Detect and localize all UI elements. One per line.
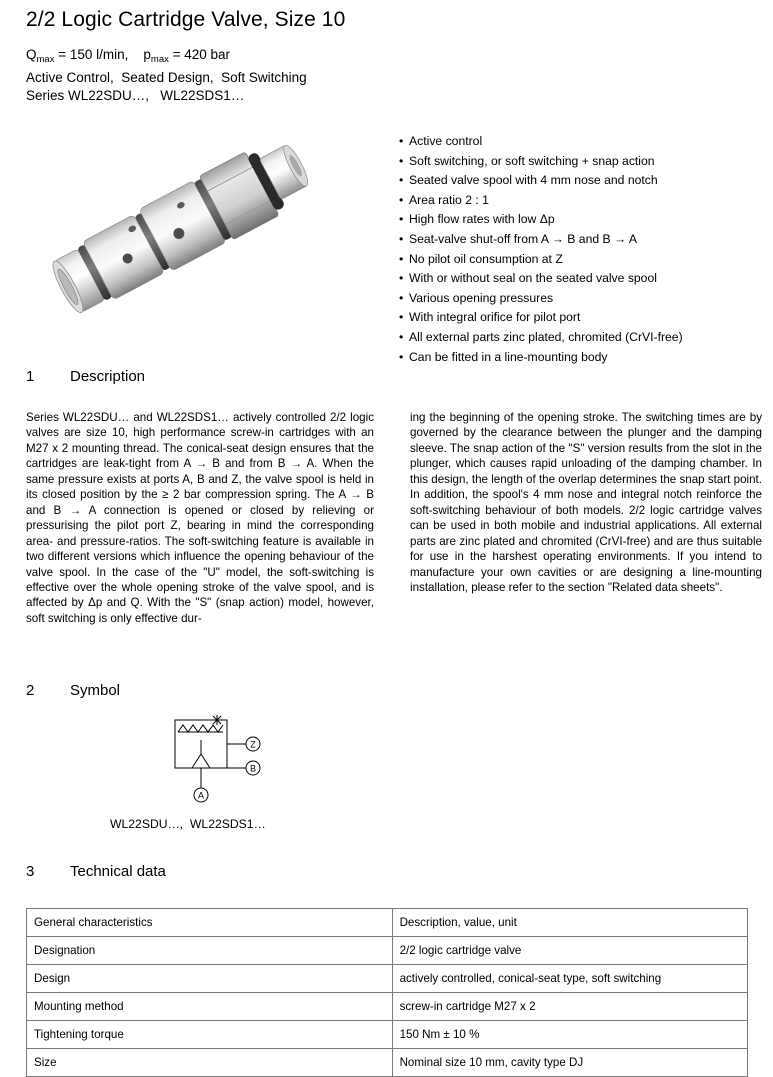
section-title: Description bbox=[70, 368, 146, 385]
feature-text: Seat-valve shut-off from A → B and B → A bbox=[409, 231, 638, 246]
subtitle-line-series: Series WL22SDU…, WL22SDS1… bbox=[26, 88, 245, 103]
feature-text: Soft switching, or soft switching + snap action bbox=[409, 153, 655, 168]
bullet-icon: • bbox=[399, 192, 404, 207]
qmax-label: Q bbox=[26, 47, 37, 62]
pmax-subscript: max bbox=[150, 54, 169, 65]
feature-text: Active control bbox=[409, 134, 483, 148]
subtitle-line-control: Active Control, Seated Design, Soft Switching bbox=[26, 70, 307, 85]
list-item bbox=[399, 328, 769, 348]
bullet-icon: • bbox=[399, 153, 404, 168]
list-item bbox=[399, 230, 769, 250]
table-cell-characteristic: Design bbox=[27, 965, 393, 993]
subtitle-line-specs bbox=[26, 46, 307, 69]
symbol-port-a-label: A bbox=[197, 790, 205, 801]
table-row bbox=[27, 1049, 748, 1077]
table-header-cell: Description, value, unit bbox=[392, 909, 747, 937]
bullet-icon: • bbox=[399, 134, 404, 148]
list-item bbox=[399, 132, 769, 152]
feature-text: Seated valve spool with 4 mm nose and notch bbox=[409, 173, 658, 188]
description-column-right: ing the beginning of the opening stroke. The switching times are by governed by the clearance between the plunger and the damping sleeve. The snap action of the "S" version results from the slot in the plunger, which causes rapid unloading of the damping chamber. In this design, the length of the overlap determines the snap start point. In addition, the spool's 4 mm nose and integral notch reinforce the soft-switching behaviour of both models. 2/2 logic cartridge valves can be used in both mobile and industrial applications. All external parts are zinc plated and chromited (CrVI-free) and are thus suitable for use in the harshest operating environments. If you intend to manufacture your own cavities or are designing a line-mounting installation, please refer to the section "Related data sheets". bbox=[410, 411, 762, 594]
table-header-row bbox=[27, 909, 748, 937]
list-item bbox=[399, 210, 769, 230]
qmax-value: = 150 l/min, p bbox=[54, 47, 151, 62]
list-item bbox=[399, 171, 769, 191]
table-row bbox=[27, 1021, 748, 1049]
table-row bbox=[27, 937, 748, 965]
feature-text: Area ratio 2 : 1 bbox=[409, 192, 489, 207]
table-cell-characteristic: Size bbox=[27, 1049, 393, 1077]
bullet-icon: • bbox=[399, 251, 404, 266]
feature-text: High flow rates with low Δp bbox=[409, 212, 555, 227]
feature-text: Various opening pressures bbox=[409, 290, 554, 305]
section-number: 2 bbox=[26, 682, 35, 699]
bullet-icon: • bbox=[399, 173, 404, 188]
list-item bbox=[399, 269, 769, 289]
bullet-icon: • bbox=[399, 329, 404, 344]
section-heading-description bbox=[26, 368, 426, 390]
section-heading-technical-data bbox=[26, 863, 426, 885]
table-cell-value: 2/2 logic cartridge valve bbox=[392, 937, 747, 965]
bullet-icon: • bbox=[399, 290, 404, 305]
table-cell-value: 150 Nm ± 10 % bbox=[392, 1021, 747, 1049]
section-title: Symbol bbox=[70, 682, 121, 699]
section-title: Technical data bbox=[70, 863, 166, 880]
list-item bbox=[399, 348, 769, 368]
description-column-left: Series WL22SDU… and WL22SDS1… actively controlled 2/2 logic valves are size 10, high performance screw-in cartridges with an M27 x 2 mounting thread. The conical-seat design ensures that the cartridges are leak-tight from A → B and from B → A. When the same pressure exists at ports A, B and Z, the valve spool is held in its closed position by the ≥ 2 bar compression spring. The A → B and B → A connection is opened or closed by relieving or pressurising the pilot port Z, bearing in mind the corresponding area- and pressure-ratios. The soft-switching feature is available in two different versions which influence the opening behaviour of the valve spool. In the case of the "U" model, the soft-switching is effective over the whole opening stroke of the valve spool, and is affected by Δp and Q. With the "S" (snap action) model, however, soft switching is only effective dur- bbox=[26, 411, 374, 625]
symbol-port-z-label: Z bbox=[250, 739, 256, 750]
feature-text: Can be fitted in a line-mounting body bbox=[409, 349, 608, 364]
table-row bbox=[27, 993, 748, 1021]
table-cell-value: Nominal size 10 mm, cavity type DJ bbox=[392, 1049, 747, 1077]
table-cell-characteristic: Designation bbox=[27, 937, 393, 965]
subtitle-block bbox=[26, 46, 307, 105]
table-cell-characteristic: Tightening torque bbox=[27, 1021, 393, 1049]
hydraulic-symbol-diagram bbox=[150, 710, 330, 810]
feature-text: All external parts zinc plated, chromited (CrVI-free) bbox=[409, 329, 683, 344]
section-number: 1 bbox=[26, 368, 35, 385]
section-heading-symbol bbox=[26, 682, 426, 704]
table-cell-value: screw-in cartridge M27 x 2 bbox=[392, 993, 747, 1021]
section-number: 3 bbox=[26, 863, 35, 880]
pmax-value: = 420 bar bbox=[168, 47, 231, 62]
feature-text: With or without seal on the seated valve spool bbox=[409, 271, 657, 286]
bullet-icon: • bbox=[399, 271, 404, 286]
list-item bbox=[399, 191, 769, 211]
technical-data-table bbox=[26, 908, 748, 1077]
list-item bbox=[399, 250, 769, 270]
bullet-icon: • bbox=[399, 310, 404, 325]
qmax-subscript: max bbox=[36, 54, 55, 65]
feature-list bbox=[399, 132, 769, 367]
list-item bbox=[399, 152, 769, 172]
list-item bbox=[399, 289, 769, 309]
table-row bbox=[27, 965, 748, 993]
table-header-cell: General characteristics bbox=[27, 909, 393, 937]
bullet-icon: • bbox=[399, 231, 404, 246]
product-photo bbox=[24, 128, 374, 338]
feature-text: With integral orifice for pilot port bbox=[409, 310, 581, 325]
page-title: 2/2 Logic Cartridge Valve, Size 10 bbox=[26, 8, 346, 31]
feature-text: No pilot oil consumption at Z bbox=[409, 251, 563, 266]
bullet-icon: • bbox=[399, 349, 404, 364]
table-cell-value: actively controlled, conical-seat type, soft switching bbox=[392, 965, 747, 993]
bullet-icon: • bbox=[399, 212, 404, 227]
symbol-port-b-label: B bbox=[249, 763, 257, 774]
list-item bbox=[399, 308, 769, 328]
table-cell-characteristic: Mounting method bbox=[27, 993, 393, 1021]
symbol-caption: WL22SDU…, WL22SDS1… bbox=[110, 817, 266, 831]
